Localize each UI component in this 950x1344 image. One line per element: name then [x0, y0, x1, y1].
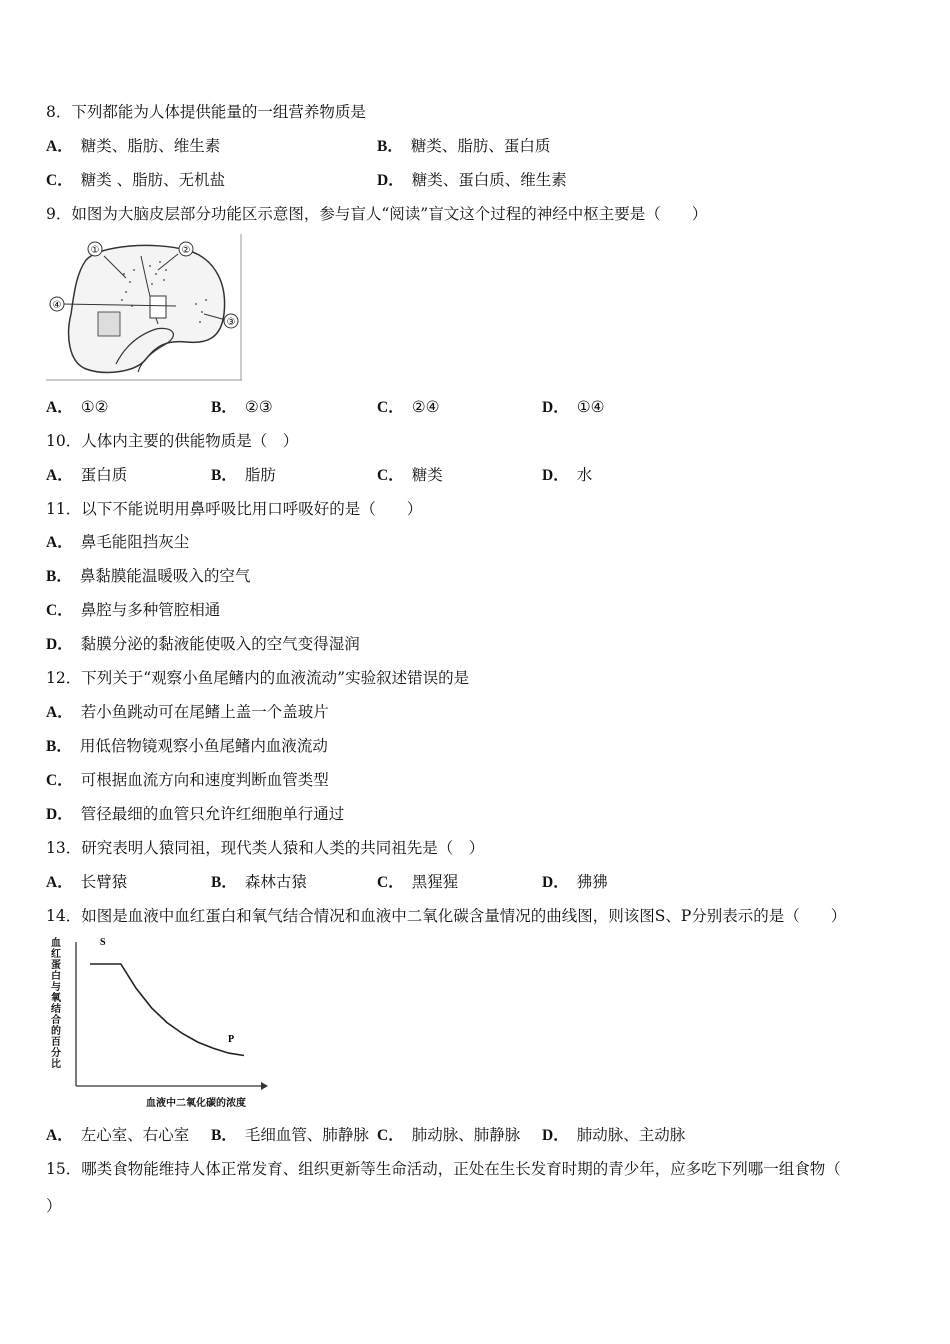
option-text: 脂肪	[244, 466, 276, 484]
q10-option-a[interactable]	[46, 465, 127, 486]
option-letter: C．	[377, 1127, 404, 1144]
option-letter: D．	[542, 1127, 569, 1144]
option-letter: B．	[211, 399, 237, 416]
option-text: 肺动脉、主动脉	[576, 1126, 686, 1144]
q13-option-a[interactable]	[46, 872, 127, 893]
q13-option-c[interactable]	[377, 872, 458, 893]
q8-option-c[interactable]	[46, 170, 225, 191]
q11-option-b[interactable]	[46, 566, 250, 587]
q12-option-c[interactable]	[46, 770, 329, 791]
q13-option-b[interactable]	[211, 872, 307, 893]
q11-option-d[interactable]	[46, 634, 360, 655]
option-letter: A．	[46, 399, 73, 416]
q12-option-b[interactable]	[46, 736, 328, 757]
option-text: 狒狒	[576, 873, 608, 891]
q11-option-c[interactable]	[46, 600, 220, 621]
q8-option-d[interactable]	[377, 170, 567, 191]
option-text: 糖类 、脂肪、无机盐	[80, 171, 226, 189]
option-letter: D．	[46, 806, 73, 823]
chart-x-label: 血液中二氧化碳的浓度	[146, 1098, 246, 1109]
option-letter: C．	[377, 467, 404, 484]
option-letter: B．	[211, 874, 237, 891]
q8-option-b[interactable]	[377, 136, 550, 157]
option-letter: B．	[211, 467, 237, 484]
option-letter: C．	[46, 172, 73, 189]
option-letter: D．	[542, 399, 569, 416]
chart-y-label: 血红蛋白与氧结合的百分比	[51, 938, 61, 1070]
q8-option-a[interactable]	[46, 136, 220, 157]
option-text: ①②	[80, 398, 109, 416]
q10-option-d[interactable]	[542, 465, 592, 486]
question-15-stem-cont: ）	[46, 1197, 62, 1215]
question-12-stem: 12．下列关于“观察小鱼尾鳍内的血液流动”实验叙述错误的是	[46, 669, 470, 687]
option-letter: A．	[46, 1127, 73, 1144]
option-letter: C．	[377, 399, 404, 416]
option-text: ②③	[244, 398, 273, 416]
option-text: 森林古猿	[244, 873, 307, 891]
option-text: 毛细血管、肺静脉	[244, 1126, 369, 1144]
brain-diagram	[46, 234, 242, 382]
question-13-stem: 13．研究表明人猿同祖，现代类人猿和人类的共同祖先是（ ）	[46, 839, 485, 857]
label-3: ③	[226, 317, 236, 328]
q9-option-a[interactable]	[46, 397, 109, 418]
q12-option-a[interactable]	[46, 702, 329, 723]
option-text: 鼻腔与多种管腔相通	[80, 601, 221, 619]
point-s-label: S	[100, 937, 106, 948]
option-text: 黑猩猩	[411, 873, 459, 891]
option-text: 若小鱼跳动可在尾鳍上盖一个盖玻片	[80, 703, 329, 721]
option-letter: B．	[211, 1127, 237, 1144]
option-letter: D．	[46, 636, 73, 653]
q9-option-c[interactable]	[377, 397, 440, 418]
question-8-stem: 8．下列都能为人体提供能量的一组营养物质是	[46, 103, 366, 121]
q14-option-c[interactable]	[377, 1125, 520, 1146]
option-text: 糖类、脂肪、蛋白质	[410, 137, 551, 155]
option-text: 可根据血流方向和速度判断血管类型	[80, 771, 329, 789]
option-text: ①④	[576, 398, 605, 416]
option-text: 水	[576, 466, 593, 484]
q14-option-a[interactable]	[46, 1125, 189, 1146]
point-p-label: P	[228, 1034, 235, 1045]
option-text: 肺动脉、肺静脉	[411, 1126, 521, 1144]
q12-option-d[interactable]	[46, 804, 344, 825]
option-letter: C．	[377, 874, 404, 891]
label-2: ②	[181, 245, 191, 256]
option-text: 糖类	[411, 466, 443, 484]
option-letter: A．	[46, 874, 73, 891]
option-text: ②④	[411, 398, 440, 416]
option-text: 长臂猿	[80, 873, 128, 891]
chart-svg	[46, 934, 276, 1114]
brain-svg	[46, 234, 242, 382]
option-letter: D．	[542, 874, 569, 891]
option-text: 黏膜分泌的黏液能使吸入的空气变得湿润	[80, 635, 360, 653]
question-14-stem: 14．如图是血液中血红蛋白和氧气结合情况和血液中二氧化碳含量情况的曲线图，则该图S、P分别表示的是（ ）	[46, 907, 847, 925]
x-axis-arrow	[261, 1082, 268, 1090]
q10-option-c[interactable]	[377, 465, 443, 486]
option-text: 用低倍物镜观察小鱼尾鳍内血液流动	[79, 737, 328, 755]
option-letter: D．	[377, 172, 404, 189]
q11-option-a[interactable]	[46, 532, 189, 553]
q10-option-b[interactable]	[211, 465, 276, 486]
option-text: 左心室、右心室	[80, 1126, 190, 1144]
option-text: 鼻黏膜能温暖吸入的空气	[79, 567, 251, 585]
option-letter: B．	[377, 138, 403, 155]
option-letter: D．	[542, 467, 569, 484]
option-letter: A．	[46, 138, 73, 155]
question-9-stem: 9．如图为大脑皮层部分功能区示意图，参与盲人“阅读”盲文这个过程的神经中枢主要是（ ）	[46, 205, 708, 223]
option-letter: C．	[46, 602, 73, 619]
question-11-stem: 11．以下不能说明用鼻呼吸比用口呼吸好的是（ ）	[46, 500, 423, 518]
question-10-stem: 10．人体内主要的供能物质是（ ）	[46, 432, 299, 450]
option-text: 糖类、蛋白质、维生素	[411, 171, 567, 189]
label-1: ①	[90, 245, 100, 256]
option-letter: B．	[46, 568, 72, 585]
option-text: 鼻毛能阻挡灰尘	[80, 533, 190, 551]
option-text: 蛋白质	[80, 466, 128, 484]
q9-option-b[interactable]	[211, 397, 273, 418]
question-15-stem: 15．哪类食物能维持人体正常发育、组织更新等生命活动，正处在生长发育时期的青少年，应多吃下列哪一组食物（	[46, 1160, 841, 1178]
oxygen-co2-chart	[46, 934, 276, 1114]
option-letter: A．	[46, 534, 73, 551]
option-letter: A．	[46, 704, 73, 721]
curve-series-line	[90, 964, 244, 1056]
label-4: ④	[52, 300, 62, 311]
q9-option-d[interactable]	[542, 397, 605, 418]
option-letter: B．	[46, 738, 72, 755]
option-letter: A．	[46, 467, 73, 484]
q14-option-d[interactable]	[542, 1125, 685, 1146]
q13-option-d[interactable]	[542, 872, 608, 893]
option-text: 管径最细的血管只允许红细胞单行通过	[80, 805, 345, 823]
option-letter: C．	[46, 772, 73, 789]
q14-option-b[interactable]	[211, 1125, 369, 1146]
option-text: 糖类、脂肪、维生素	[80, 137, 221, 155]
